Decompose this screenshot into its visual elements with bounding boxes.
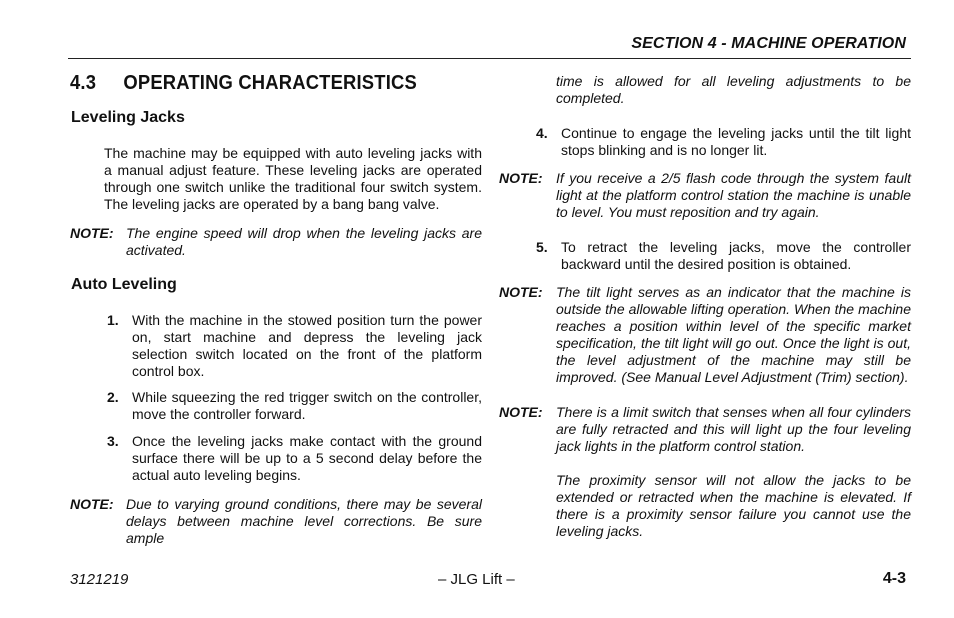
note-label: NOTE:	[499, 404, 543, 420]
step-text: Continue to engage the leveling jacks until the tilt light stops blinking and is no longer lit.	[561, 125, 911, 158]
page-title	[70, 72, 417, 95]
step-number: 2.	[107, 389, 119, 405]
step-number: 3.	[107, 433, 119, 449]
footer-publisher: – JLG Lift –	[438, 571, 515, 588]
note-text: Due to varying ground conditions, there may be several delays between machine level corrections. Be sure ample	[126, 496, 482, 546]
step-text: With the machine in the stowed position turn the power on, start machine and depress the leveling jack selection switch located on the front of the platform control box.	[132, 312, 482, 379]
note-text-continued: time is allowed for all leveling adjustments to be completed.	[556, 73, 911, 106]
section-header: SECTION 4 - MACHINE OPERATION	[631, 35, 906, 52]
note-text: The tilt light serves as an indicator that the machine is outside the allowable lifting operation. When the machine reaches a position within level of the specific market specification, the tilt light will go out. Once the light is out, the level adjustment of the machine may still be improved. (See Manual Level Adjustment (Trim) section).	[556, 284, 911, 385]
note-text: If you receive a 2/5 flash code through the system fault light at the platform control station the machine is unable to level. You must reposition and try again.	[556, 170, 911, 220]
page-number: 4-3	[882, 570, 906, 587]
leveling-jacks-heading: Leveling Jacks	[71, 109, 185, 126]
note-label: NOTE:	[70, 225, 114, 241]
step-text: To retract the leveling jacks, move the controller backward until the desired position is obtained.	[561, 239, 911, 272]
note-text: The proximity sensor will not allow the jacks to be extended or retracted when the machine is elevated. If there is a proximity sensor failure you cannot use the leveling jacks.	[556, 472, 911, 539]
step-number: 5.	[536, 239, 548, 255]
note-label: NOTE:	[499, 170, 543, 186]
note-label: NOTE:	[70, 496, 114, 512]
note-text: There is a limit switch that senses when all four cylinders are fully retracted and this will light up the four leveling jack lights in the platform control station.	[556, 404, 911, 454]
note-label: NOTE:	[499, 284, 543, 300]
step-number: 4.	[536, 125, 548, 141]
step-text: While squeezing the red trigger switch on the controller, move the controller forward.	[132, 389, 482, 422]
auto-leveling-heading: Auto Leveling	[71, 276, 177, 293]
section-number: 4.3	[70, 72, 97, 94]
step-number: 1.	[107, 312, 119, 328]
header-divider	[68, 58, 911, 59]
step-text: Once the leveling jacks make contact with the ground surface there will be up to a 5 second delay before the actual auto leveling begins.	[132, 433, 482, 483]
document-number: 3121219	[70, 571, 129, 588]
note-text: The engine speed will drop when the leveling jacks are activated.	[126, 225, 482, 258]
leveling-jacks-paragraph: The machine may be equipped with auto leveling jacks with a manual adjust feature. These leveling jacks are operated through one switch unlike the traditional four switch system. The leveling jacks are operated by a bang bang valve.	[104, 145, 482, 212]
section-title: OPERATING CHARACTERISTICS	[123, 72, 417, 94]
